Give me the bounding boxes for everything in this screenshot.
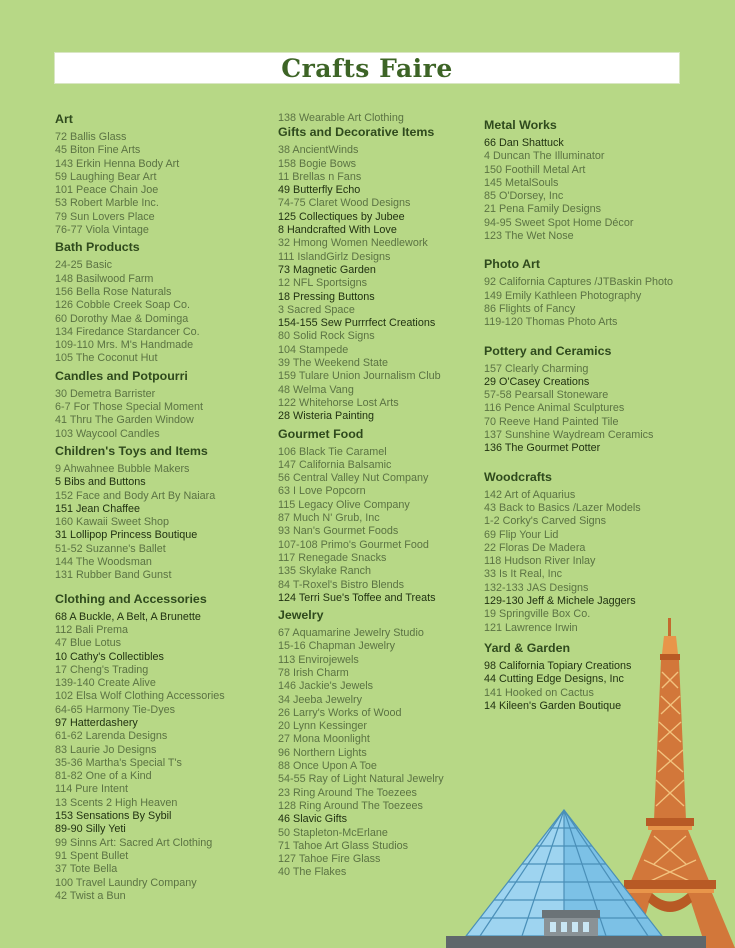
- vendor-item: 137 Sunshine Waydream Ceramics: [484, 429, 654, 442]
- vendor-item: 4 Duncan The Illuminator: [484, 150, 605, 163]
- vendor-item: 87 Much N' Grub, Inc: [278, 512, 380, 525]
- vendor-item: 85 O'Dorsey, Inc: [484, 190, 564, 203]
- vendor-item: 152 Face and Body Art By Naiara: [55, 489, 216, 502]
- vendor-item: 80 Solid Rock Signs: [278, 330, 375, 343]
- vendor-item: 122 Whitehorse Lost Arts: [278, 396, 399, 409]
- vendor-item: 150 Foothill Metal Art: [484, 163, 586, 176]
- vendor-item: 59 Laughing Bear Art: [55, 170, 157, 183]
- vendor-item: 94-95 Sweet Spot Home Décor: [484, 216, 634, 229]
- vendor-item: 76-77 Viola Vintage: [55, 224, 149, 237]
- vendor-item: 154-155 Sew Purrrfect Creations: [278, 317, 436, 330]
- vendor-item: 47 Blue Lotus: [55, 637, 122, 650]
- section-heading: Clothing and Accessories: [55, 591, 207, 606]
- vendor-item: 101 Peace Chain Joe: [55, 184, 159, 197]
- vendor-item: 103 Waycool Candles: [55, 427, 160, 440]
- vendor-item: 21 Pena Family Designs: [484, 203, 602, 216]
- vendor-item: 78 Irish Charm: [278, 666, 349, 679]
- vendor-item: 100 Travel Laundry Company: [55, 876, 197, 889]
- vendor-item: 40 The Flakes: [278, 866, 347, 879]
- vendor-item: 112 Bali Prema: [55, 623, 129, 636]
- vendor-item: 5 Bibs and Buttons: [55, 476, 146, 489]
- vendor-item: 134 Firedance Stardancer Co.: [55, 325, 200, 338]
- vendor-item: 51-52 Suzanne's Ballet: [55, 542, 166, 555]
- section-heading: Children's Toys and Items: [55, 443, 208, 458]
- vendor-item: 141 Hooked on Cactus: [484, 686, 594, 699]
- vendor-item: 72 Ballis Glass: [55, 131, 127, 143]
- vendor-item: 118 Hudson River Inlay: [484, 555, 596, 568]
- vendor-item: 128 Ring Around The Toezees: [278, 799, 423, 812]
- vendor-item: 9 Ahwahnee Bubble Makers: [55, 462, 190, 475]
- vendor-item: 54-55 Ray of Light Natural Jewelry: [278, 773, 444, 786]
- vendor-item: 33 Is It Real, Inc: [484, 568, 563, 581]
- vendor-item: 44 Cutting Edge Designs, Inc: [484, 673, 624, 686]
- vendor-item: 61-62 Larenda Designs: [55, 730, 168, 743]
- vendor-item: 10 Cathy's Collectibles: [55, 650, 164, 663]
- vendor-item: 138 Wearable Art Clothing: [278, 112, 404, 124]
- vendor-item: 68 A Buckle, A Belt, A Brunette: [55, 610, 201, 623]
- vendor-item: 20 Lynn Kessinger: [278, 720, 368, 733]
- vendor-item: 121 Lawrence Irwin: [484, 621, 578, 634]
- vendor-item: 91 Spent Bullet: [55, 849, 129, 862]
- vendor-item: 135 Skylake Ranch: [278, 565, 372, 578]
- vendor-item: 34 Jeeba Jewelry: [278, 693, 363, 706]
- vendor-item: 97 Hatterdashery: [55, 716, 138, 729]
- vendor-item: 126 Cobble Creek Soap Co.: [55, 299, 191, 312]
- section-pottery-and-ceramics: [484, 344, 724, 456]
- vendor-item: 114 Pure Intent: [55, 783, 129, 796]
- vendor-item: 131 Rubber Band Gunst: [55, 569, 172, 582]
- vendor-item: 71 Tahoe Art Glass Studios: [278, 839, 409, 852]
- vendor-item: 64-65 Harmony Tie-Dyes: [55, 703, 176, 716]
- vendor-list: [484, 276, 724, 329]
- vendor-list: [55, 463, 275, 583]
- section-art: [55, 112, 275, 237]
- vendor-item: 86 Flights of Fancy: [484, 302, 576, 315]
- vendor-item: 70 Reeve Hand Painted Tile: [484, 415, 619, 428]
- vendor-item: 63 I Love Popcorn: [278, 485, 366, 498]
- vendor-item: 11 Brellas n Fans: [278, 170, 362, 183]
- section-heading: Bath Products: [55, 240, 140, 255]
- vendor-item: 157 Clearly Charming: [484, 362, 589, 375]
- vendor-item: 104 Stampede: [278, 343, 349, 356]
- vendor-item: 22 Floras De Madera: [484, 541, 586, 554]
- vendor-item: 69 Flip Your Lid: [484, 528, 559, 541]
- vendor-item: 123 The Wet Nose: [484, 230, 574, 243]
- vendor-item: 125 Collectiques by Jubee: [278, 210, 405, 223]
- vendor-item: 81-82 One of a Kind: [55, 770, 152, 783]
- vendor-item: 88 Once Upon A Toe: [278, 760, 377, 773]
- vendor-item: 14 Kileen's Garden Boutique: [484, 699, 622, 712]
- section-heading: Jewelry: [278, 608, 324, 623]
- vendor-item: 105 The Coconut Hut: [55, 352, 158, 365]
- section-gourmet-food: [278, 427, 483, 606]
- vendor-item: 41 Thru The Garden Window: [55, 414, 194, 427]
- section-children-s-toys-and-items: [55, 444, 275, 583]
- vendor-item: 156 Bella Rose Naturals: [55, 285, 172, 298]
- vendor-item: 83 Laurie Jo Designs: [55, 743, 157, 756]
- vendor-item: 60 Dorothy Mae & Dominga: [55, 312, 189, 325]
- section-bath-products: [55, 240, 275, 365]
- vendor-item: 117 Renegade Snacks: [278, 551, 387, 564]
- title-banner: [54, 52, 680, 84]
- vendor-item: 19 Springville Box Co.: [484, 608, 591, 621]
- vendor-item: 15-16 Chapman Jewelry: [278, 640, 396, 653]
- vendor-item: 74-75 Claret Wood Designs: [278, 197, 411, 210]
- vendor-item: 160 Kawaii Sweet Shop: [55, 516, 170, 529]
- vendor-item: 159 Tulare Union Journalism Club: [278, 370, 441, 383]
- section-photo-art: [484, 257, 724, 329]
- vendor-list: [484, 363, 724, 456]
- vendor-item: 93 Nan's Gourmet Foods: [278, 525, 399, 538]
- vendor-item: 57-58 Pearsall Stoneware: [484, 389, 609, 402]
- vendor-item: 129-130 Jeff & Michele Jaggers: [484, 595, 636, 608]
- vendor-item: 1-2 Corky's Carved Signs: [484, 515, 607, 528]
- vendor-item: 79 Sun Lovers Place: [55, 210, 155, 223]
- paris-landmarks-illustration: [440, 610, 735, 948]
- vendor-item: 12 NFL Sportsigns: [278, 277, 368, 290]
- vendor-item: 107-108 Primo's Gourmet Food: [278, 538, 429, 551]
- vendor-item: 119-120 Thomas Photo Arts: [484, 316, 618, 329]
- page-title: Crafts Faire: [281, 53, 453, 83]
- vendor-list: [278, 144, 483, 423]
- vendor-item: 30 Demetra Barrister: [55, 387, 156, 400]
- section-heading: Woodcrafts: [484, 469, 552, 484]
- vendor-item: 26 Larry's Works of Wood: [278, 706, 402, 719]
- vendor-item: 45 Biton Fine Arts: [55, 144, 141, 157]
- vendor-item: 24-25 Basic: [55, 259, 113, 272]
- section-metal-works: [484, 118, 724, 243]
- vendor-item: 146 Jackie's Jewels: [278, 680, 374, 693]
- vendor-item: 73 Magnetic Garden: [278, 263, 376, 276]
- vendor-item: 67 Aquamarine Jewelry Studio: [278, 627, 424, 640]
- vendor-item: 17 Cheng's Trading: [55, 663, 149, 676]
- vendor-item: 48 Welma Vang: [278, 383, 354, 396]
- vendor-item: 49 Butterfly Echo: [278, 184, 361, 197]
- vendor-item: 149 Emily Kathleen Photography: [484, 289, 642, 302]
- vendor-item: 127 Tahoe Fire Glass: [278, 853, 381, 866]
- vendor-item: 109-110 Mrs. M's Handmade: [55, 339, 194, 352]
- vendor-list: [484, 137, 724, 243]
- section-heading: Gifts and Decorative Items: [278, 125, 435, 140]
- vendor-item: 98 California Topiary Creations: [484, 659, 632, 672]
- vendor-item: 158 Bogie Bows: [278, 157, 357, 170]
- section-heading: Art: [55, 112, 73, 126]
- vendor-item: 35-36 Martha's Special T's: [55, 756, 182, 769]
- section-candles-and-potpourri: [55, 369, 275, 441]
- vendor-list: [55, 259, 275, 365]
- vendor-item: 145 MetalSouls: [484, 176, 559, 189]
- vendor-item: 18 Pressing Buttons: [278, 290, 375, 303]
- vendor-list: [55, 388, 275, 441]
- vendor-item: 153 Sensations By Sybil: [55, 810, 172, 823]
- vendor-list: [55, 131, 275, 237]
- vendor-item: 13 Scents 2 High Heaven: [55, 796, 178, 809]
- vendor-item: 115 Legacy Olive Company: [278, 498, 410, 511]
- vendor-item: 8 Handcrafted With Love: [278, 224, 397, 237]
- vendor-item: 43 Back to Basics /Lazer Models: [484, 501, 641, 514]
- column-1: [55, 112, 275, 903]
- vendor-item: 89-90 Silly Yeti: [55, 823, 126, 836]
- section-heading: Candles and Potpourri: [55, 368, 188, 383]
- vendor-item: 32 Hmong Women Needlework: [278, 237, 428, 250]
- vendor-item: 28 Wisteria Painting: [278, 410, 375, 423]
- section-clothing-and-accessories: [55, 592, 275, 904]
- vendor-item: 142 Art of Aquarius: [484, 488, 576, 501]
- vendor-list: [55, 611, 275, 904]
- vendor-item: 29 O'Casey Creations: [484, 375, 590, 388]
- vendor-item: 116 Pence Animal Sculptures: [484, 402, 625, 415]
- vendor-item: 124 Terri Sue's Toffee and Treats: [278, 591, 436, 604]
- vendor-item: 144 The Woodsman: [55, 556, 152, 569]
- vendor-item: 42 Twist a Bun: [55, 889, 126, 902]
- vendor-item: 99 Sinns Art: Sacred Art Clothing: [55, 836, 213, 849]
- vendor-item: 53 Robert Marble Inc.: [55, 197, 159, 210]
- vendor-item: 132-133 JAS Designs: [484, 581, 589, 594]
- vendor-item: 56 Central Valley Nut Company: [278, 472, 429, 485]
- vendor-item: 37 Tote Bella: [55, 863, 118, 876]
- vendor-item: 136 The Gourmet Potter: [484, 442, 601, 455]
- vendor-item: 66 Dan Shattuck: [484, 137, 564, 149]
- vendor-item: 148 Basilwood Farm: [55, 272, 154, 285]
- section-heading: Metal Works: [484, 118, 557, 132]
- vendor-item: 31 Lollipop Princess Boutique: [55, 529, 198, 542]
- vendor-item: 27 Mona Moonlight: [278, 733, 370, 746]
- vendor-item: 147 California Balsamic: [278, 458, 392, 471]
- section-heading: Pottery and Ceramics: [484, 343, 612, 358]
- section-heading: Gourmet Food: [278, 426, 364, 441]
- vendor-item: 23 Ring Around The Toezees: [278, 786, 417, 799]
- vendor-item: 96 Northern Lights: [278, 746, 367, 759]
- vendor-item: 102 Elsa Wolf Clothing Accessories: [55, 690, 225, 703]
- vendor-item: 38 AncientWinds: [278, 144, 359, 157]
- vendor-item: 84 T-Roxel's Bistro Blends: [278, 578, 405, 591]
- vendor-item: 139-140 Create Alive: [55, 677, 156, 690]
- vendor-item: 111 IslandGirlz Designs: [278, 250, 391, 263]
- vendor-item: 106 Black Tie Caramel: [278, 445, 387, 458]
- section-heading: Photo Art: [484, 257, 540, 272]
- section-gifts-and-decorative-items: [278, 125, 483, 423]
- vendor-item: 113 Envirojewels: [278, 653, 359, 666]
- vendor-item: 39 The Weekend State: [278, 357, 389, 370]
- vendor-item: 92 California Captures /JTBaskin Photo: [484, 276, 674, 289]
- vendor-item: 50 Stapleton-McErlane: [278, 826, 388, 839]
- vendor-item: 151 Jean Chaffee: [55, 502, 141, 515]
- section-heading: Yard & Garden: [484, 640, 571, 655]
- vendor-item: 6-7 For Those Special Moment: [55, 401, 204, 414]
- vendor-list: [278, 446, 483, 606]
- vendor-item: 3 Sacred Space: [278, 303, 355, 316]
- vendor-item: 143 Erkin Henna Body Art: [55, 157, 180, 170]
- section-continued: [278, 112, 483, 125]
- vendor-item: 46 Slavic Gifts: [278, 813, 348, 826]
- vendor-list: [278, 112, 483, 125]
